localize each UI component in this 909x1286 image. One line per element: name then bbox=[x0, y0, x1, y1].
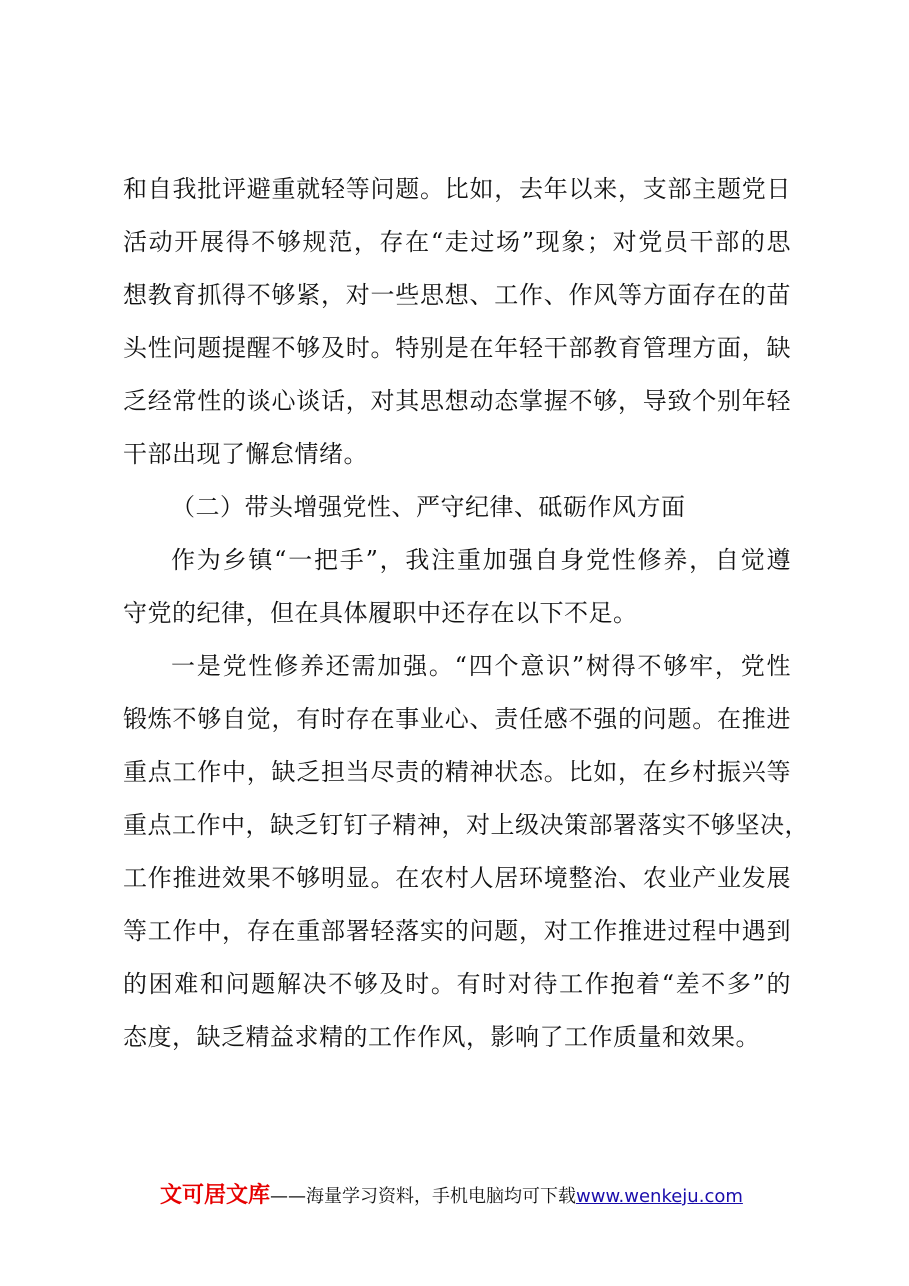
text-line: 头性问题提醒不够及时。特别是在年轻干部教育管理方面，缺 bbox=[123, 334, 791, 362]
text-line: 和自我批评避重就轻等问题。比如，去年以来，支部主题党日 bbox=[123, 175, 791, 203]
text-line: （二）带头增强党性、严守纪律、砥砺作风方面 bbox=[171, 493, 686, 521]
text-line: 工作推进效果不够明显。在农村人居环境整治、农业产业发展 bbox=[123, 864, 791, 892]
text-line: 一是党性修养还需加强。“四个意识”树得不够牢，党性 bbox=[171, 652, 791, 680]
footer-site-link[interactable]: www.wenkeju.com bbox=[576, 1186, 743, 1207]
text-line: 重点工作中，缺乏钉钉子精神，对上级决策部署落实不够坚决， bbox=[123, 811, 809, 839]
footer-tagline: ——海量学习资料，手机电脑均可下载 bbox=[270, 1186, 577, 1207]
text-line: 锻炼不够自觉，有时存在事业心、责任感不强的问题。在推进 bbox=[123, 705, 791, 733]
document-body bbox=[123, 163, 809, 1064]
text-line: 作为乡镇“一把手”，我注重加强自身党性修养，自觉遵 bbox=[171, 546, 791, 574]
text-line: 态度，缺乏精益求精的工作作风，影响了工作质量和效果。 bbox=[123, 1023, 760, 1051]
text-line: 活动开展得不够规范，存在“走过场”现象；对党员干部的思 bbox=[123, 228, 791, 256]
text-line: 乏经常性的谈心谈话，对其思想动态掌握不够，导致个别年轻 bbox=[123, 387, 791, 415]
text-line: 守党的纪律，但在具体履职中还存在以下不足。 bbox=[123, 599, 638, 627]
text-line: 的困难和问题解决不够及时。有时对待工作抱着“差不多”的 bbox=[123, 970, 791, 998]
text-line: 干部出现了懈怠情绪。 bbox=[123, 440, 368, 468]
text-line: 想教育抓得不够紧，对一些思想、工作、作风等方面存在的苗 bbox=[123, 281, 791, 309]
text-line: 等工作中，存在重部署轻落实的问题，对工作推进过程中遇到 bbox=[123, 917, 791, 945]
text-line: 重点工作中，缺乏担当尽责的精神状态。比如，在乡村振兴等 bbox=[123, 758, 791, 786]
footer-banner bbox=[160, 1180, 743, 1212]
footer-brand: 文可居文库 bbox=[160, 1183, 271, 1208]
